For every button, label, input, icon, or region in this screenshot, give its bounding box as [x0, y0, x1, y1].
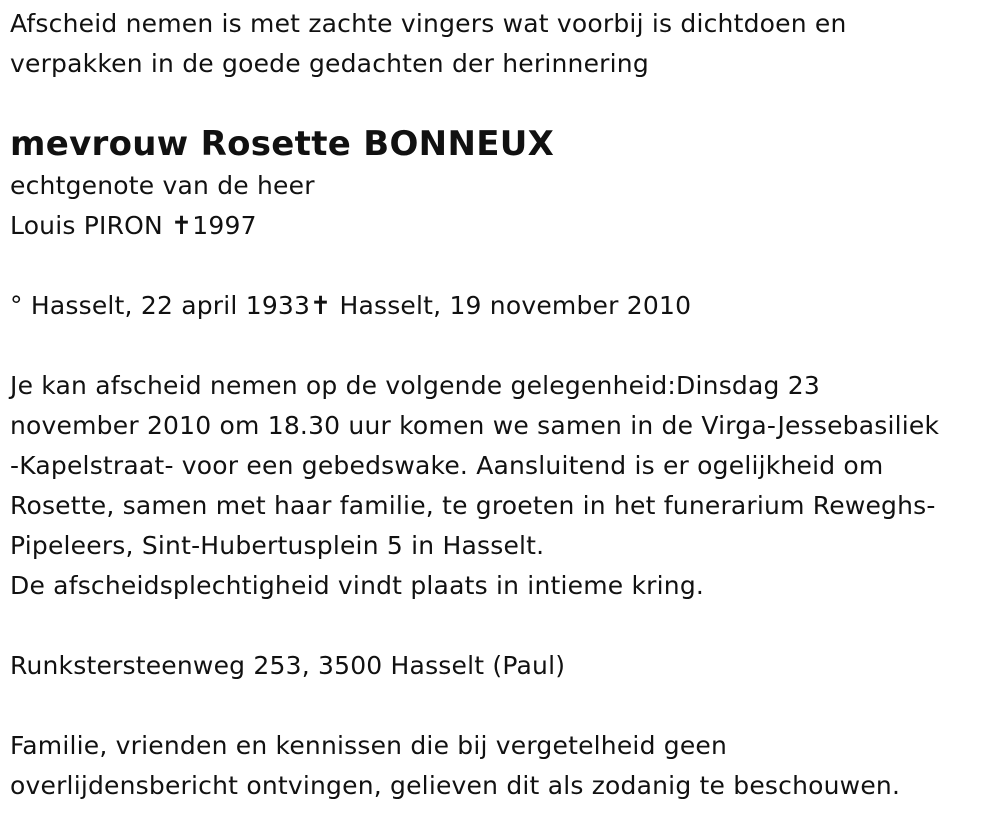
relation-text: echtgenote van de heer [10, 171, 315, 200]
closing-line-1: Familie, vrienden en kennissen die bij vergetelheid geen [10, 731, 728, 760]
ceremony-line: Rosette, samen met haar familie, te groeten in het funerarium Reweghs- [10, 491, 936, 520]
cross-icon: ✝ [171, 211, 193, 240]
ceremony-line: -Kapelstraat- voor een gebedswake. Aansluitend is er ogelijkheid om [10, 451, 884, 480]
spacer [10, 326, 995, 366]
spouse-death-year: 1997 [192, 211, 257, 240]
spacer [10, 246, 995, 286]
intro-line-1: Afscheid nemen is met zachte vingers wat voorbij is dichtdoen en [10, 9, 847, 38]
ceremony-line: Je kan afscheid nemen op de volgende gelegenheid:Dinsdag 23 [10, 371, 820, 400]
ceremony-line: Pipeleers, Sint-Hubertusplein 5 in Hasselt. [10, 531, 545, 560]
cross-icon: ✝ [310, 291, 332, 320]
deceased-name: mevrouw Rosette BONNEUX [10, 124, 555, 164]
ceremony-line: De afscheidsplechtigheid vindt plaats in intieme kring. [10, 571, 705, 600]
closing-line-2: overlijdensbericht ontvingen, gelieven dit als zodanig te beschouwen. [10, 771, 901, 800]
death-date: Hasselt, 19 november 2010 [339, 291, 692, 320]
spouse-line [10, 206, 995, 246]
spacer [10, 686, 995, 726]
intro-line-2: verpakken in de goede gedachten der herinnering [10, 49, 649, 78]
family-address: Runkstersteenweg 253, 3500 Hasselt (Paul) [10, 651, 566, 680]
life-dates [10, 286, 995, 326]
spacer [10, 606, 995, 646]
birth-marker: ° [10, 291, 23, 320]
obituary-notice [10, 4, 995, 806]
birth-date: Hasselt, 22 april 1933 [30, 291, 311, 320]
spouse-name: Louis PIRON [10, 211, 163, 240]
ceremony-paragraph [10, 366, 995, 606]
ceremony-line: november 2010 om 18.30 uur komen we samen in de Virga-Jessebasiliek [10, 411, 940, 440]
